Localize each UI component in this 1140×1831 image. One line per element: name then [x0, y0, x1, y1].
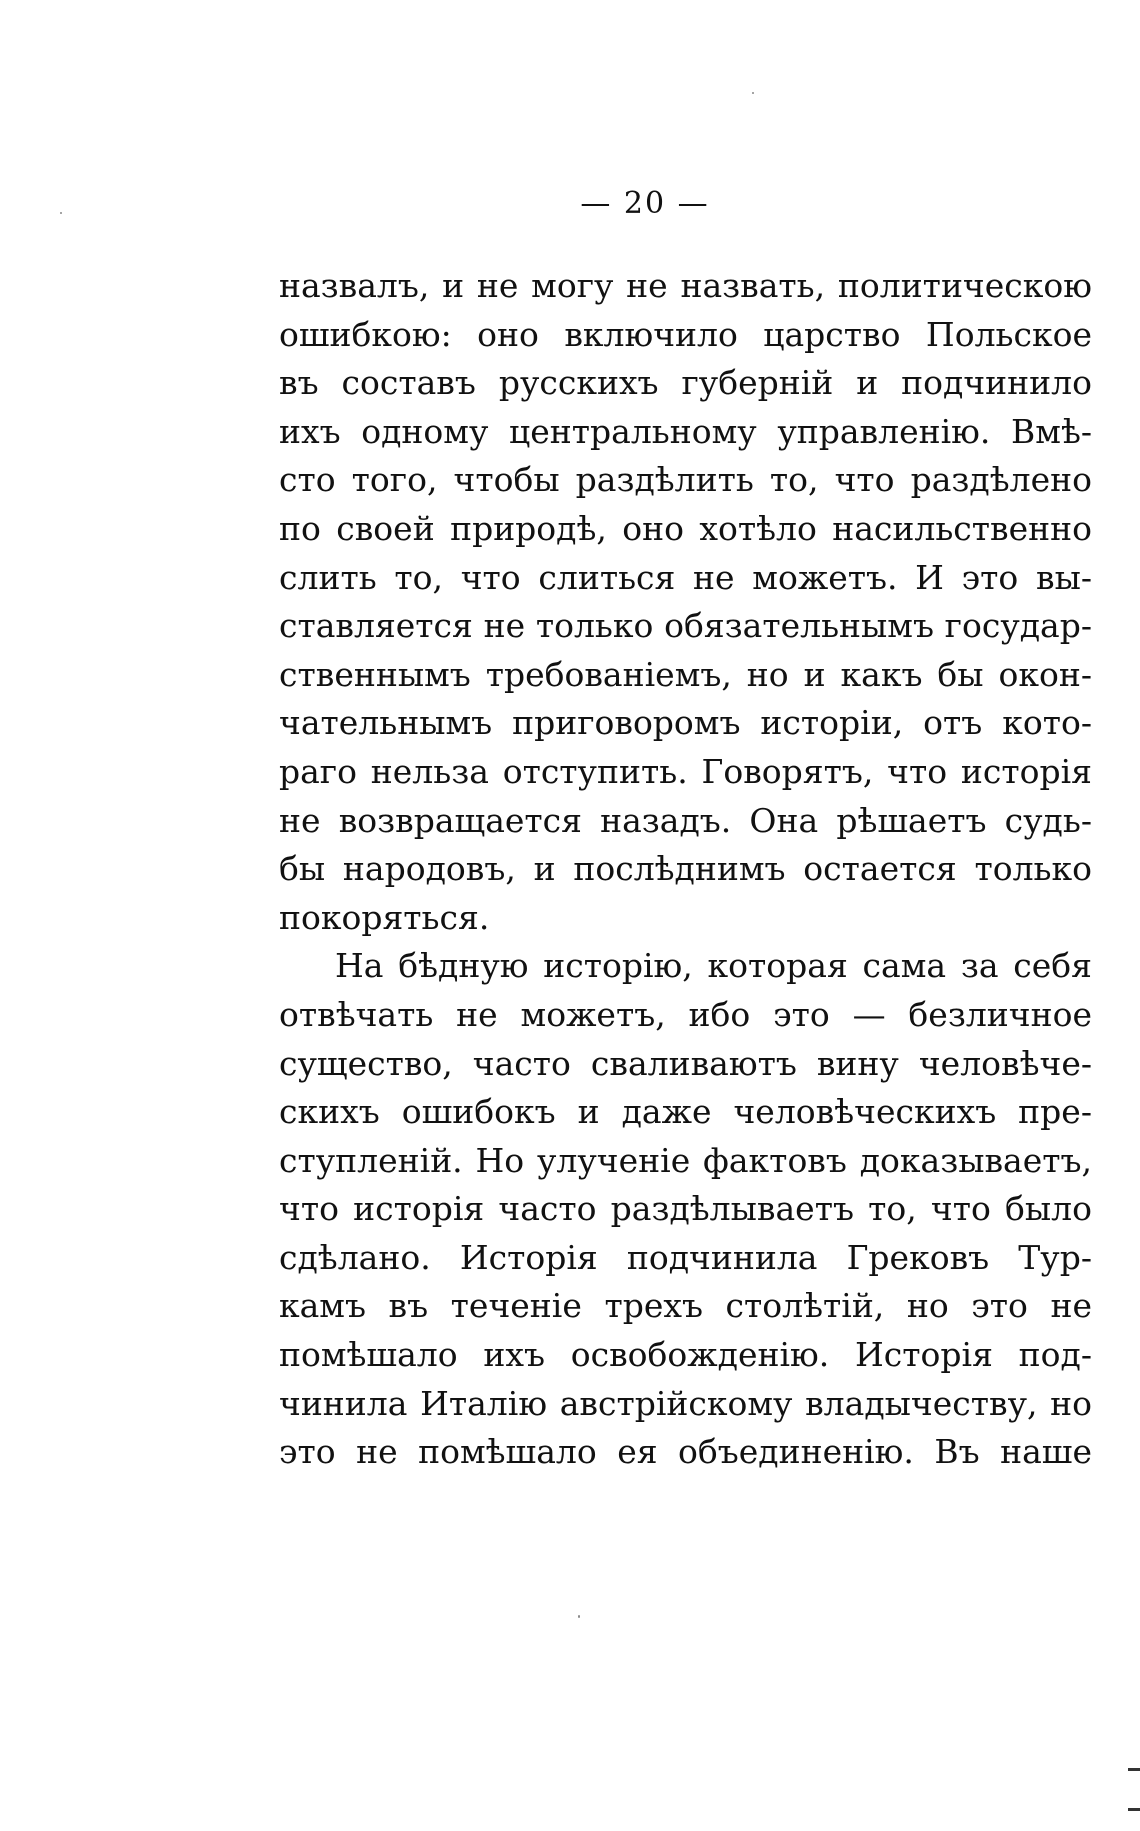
- scan-speck: [60, 212, 62, 214]
- text-line: чательнымъ приговоромъ исторіи, отъ кото-: [279, 703, 1092, 743]
- text-line: по своей природѣ, оно хотѣло насильственно: [279, 508, 1092, 548]
- text-line: въ составъ русскихъ губерній и подчинило: [279, 363, 1092, 403]
- text-line: камъ въ теченіе трехъ столѣтій, но это не: [279, 1286, 1092, 1326]
- text-line: помѣшало ихъ освобожденію. Исторія под-: [279, 1335, 1092, 1375]
- paragraph-2: [279, 942, 1092, 1477]
- page-number: — 20 —: [580, 186, 710, 221]
- scan-edge-mark: [1128, 1808, 1140, 1811]
- text-line: не возвращается назадъ. Она рѣшаетъ судь-: [279, 800, 1092, 840]
- text-line: покоряться.: [279, 897, 490, 937]
- text-line: бы народовъ, и послѣднимъ остается только: [279, 849, 1092, 889]
- text-line: это не помѣшало ея объединенію. Въ наше: [279, 1432, 1092, 1472]
- text-line: ственнымъ требованіемъ, но и какъ бы окон-: [279, 654, 1092, 694]
- text-line: На бѣдную исторію, которая сама за себя: [335, 946, 1092, 986]
- text-line: раго нельза отступить. Говорятъ, что исторія: [279, 751, 1092, 791]
- text-line: отвѣчать не можетъ, ибо это — безличное: [279, 994, 1092, 1034]
- paragraph-1: [279, 262, 1092, 942]
- text-line: назвалъ, и не могу не назвать, политическою: [279, 266, 1092, 305]
- body-text: [279, 262, 1092, 1477]
- scan-edge-mark: [1128, 1768, 1140, 1771]
- text-line: чинила Италію австрійскому владычеству, но: [279, 1383, 1092, 1423]
- text-line: сдѣлано. Исторія подчинила Грековъ Тур-: [279, 1237, 1092, 1277]
- text-line: ихъ одному центральному управленію. Вмѣ-: [279, 411, 1092, 451]
- text-line: существо, часто сваливаютъ вину человѣче-: [279, 1043, 1092, 1083]
- text-line: сто того, чтобы раздѣлить то, что раздѣлено: [279, 460, 1092, 500]
- text-line: ставляется не только обязательнымъ государ-: [279, 606, 1092, 646]
- scan-speck: [578, 1615, 580, 1618]
- text-line: что исторія часто раздѣлываетъ то, что было: [279, 1189, 1092, 1229]
- text-line: ошибкою: оно включило царство Польское: [279, 314, 1092, 354]
- text-line: ступленій. Но улученіе фактовъ доказываетъ,: [279, 1140, 1092, 1180]
- text-line: слить то, что слиться не можетъ. И это вы-: [279, 557, 1092, 597]
- text-line: скихъ ошибокъ и даже человѣческихъ пре-: [279, 1092, 1092, 1132]
- scan-speck: [752, 92, 754, 94]
